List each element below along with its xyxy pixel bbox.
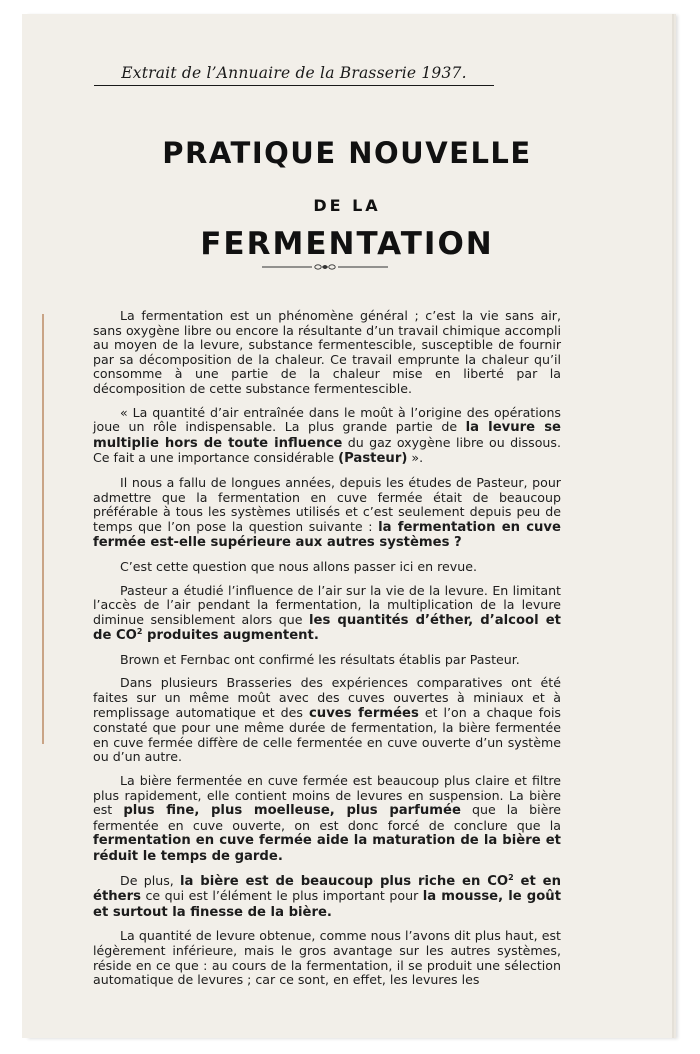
paragraph-6: Brown et Fernbac ont confirmé les résultats établis par Pasteur. xyxy=(120,651,520,667)
title-line-3: FERMENTATION xyxy=(200,226,494,262)
paragraph-3: Il nous a fallu de longues années, depuis les études de Pasteur, pour admettre que la fermentation en cuve fermée était de beaucoup préférable à tous les systèmes utilisés et c’est seulement depuis peu de temps que l’on pose la question suivante : la fermentation en cuve fermée est-elle supérieure aux autres systèmes ? xyxy=(93,474,561,551)
paragraph-1: La fermentation est un phénomène général ; c’est la vie sans air, sans oxygène libre ou encore la résultante d’un travail chimique accompli au moyen de la levure, substance fermentescible, susceptible de fournir par sa décomposition de la chaleur. Ce travail emprunte la chaleur qu’il consomme à une partie de la chaleur mise en liberté par la décomposition de cette substance fermentescible. xyxy=(93,308,561,396)
document-page xyxy=(22,14,672,1038)
article-body xyxy=(93,309,561,997)
paragraph-8: La bière fermentée en cuve fermée est beaucoup plus claire et filtre plus rapidement, elle contient moins de levures en suspension. La bière est plus fine, plus moelleuse, plus parfumée que la bière fermentée en cuve ouverte, on est donc forcé de conclure que la fermentation en cuve fermée aide la maturation de la bière et réduit le temps de garde. xyxy=(93,773,561,864)
paragraph-7: Dans plusieurs Brasseries des expériences comparatives ont été faites sur un même moût avec des cuves ouvertes à miniaux et à remplissage automatique et des cuves fermées et l’on a chaque fois constaté que pour une même durée de fermentation, la bière fermentée en cuve fermée diffère de celle fermentée en cuve ouverte d’un système ou d’un autre. xyxy=(93,675,561,765)
source-header: Extrait de l’Annuaire de la Brasserie 1937. xyxy=(94,64,494,86)
paragraph-9: De plus, la bière est de beaucoup plus riche en $CO^2$ et en éthers ce qui est l’élément le plus important pour la mousse, le goût et surtout la finesse de la bière. xyxy=(93,872,561,920)
paragraph-4: C’est cette question que nous allons passer ici en revue. xyxy=(120,558,477,574)
title-line-2: DE LA xyxy=(313,196,381,215)
title-line-1: PRATIQUE NOUVELLE xyxy=(162,136,532,170)
paragraph-5: Pasteur a étudié l’influence de l’air sur la vie de la levure. En limitant l’accès de l’air pendant la fermentation, la multiplication de la levure diminue sensiblement alors que les quantités d’éther, d’alcool et de $CO^2$ produites augmentent. xyxy=(93,582,561,644)
paragraph-10: La quantité de levure obtenue, comme nous l’avons dit plus haut, est légèrement inférieure, mais le gros avantage sur les autres systèmes, réside en ce que : au cours de la fermentation, il se produit une sélection automatique de levures ; car ce sont, en effet, les levures les xyxy=(93,928,561,988)
page-edge-stain xyxy=(42,314,44,744)
paragraph-2: « La quantité d’air entraînée dans le moût à l’origine des opérations joue un rôle indispensable. La plus grande partie de la levure se multiplie hors de toute influence du gaz oxygène libre ou dissous. Ce fait a une importance considérable (Pasteur) ». xyxy=(93,404,561,467)
ornament-divider xyxy=(262,260,388,274)
